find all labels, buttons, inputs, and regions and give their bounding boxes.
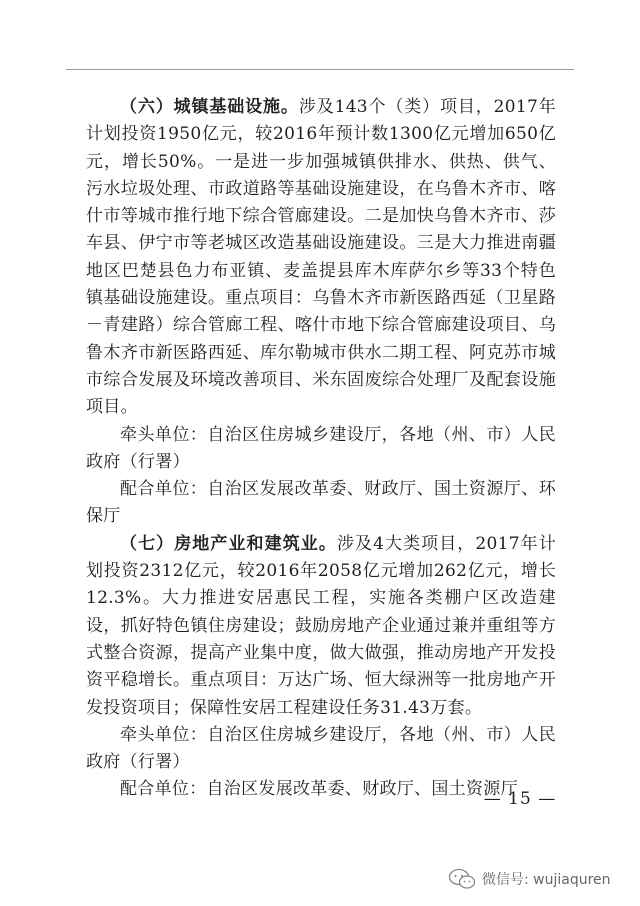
- watermark: [448, 866, 611, 892]
- page-number: — 15 —: [483, 789, 557, 809]
- watermark-text: 微信号: wujiaquren: [482, 872, 611, 888]
- paragraph: [86, 722, 556, 777]
- paragraph: [86, 531, 556, 722]
- paragraph-body: 牵头单位：自治区住房城乡建设厅，各地（州、市）人民政府（行署）: [86, 424, 556, 472]
- section-heading: （六）城镇基础设施。: [120, 97, 299, 117]
- paragraph: [86, 476, 556, 531]
- paragraph-body: 涉及143个（类）项目，2017年计划投资1950亿元，较2016年预计数1300亿元增加650亿元，增长50%。一是进一步加强城镇供排水、供热、供气、污水垃圾处理、市政道路等基础设施建设，在乌鲁木齐市、喀什市等城市推行地下综合管廊建设。二是加快乌鲁木齐市、莎车县、伊宁市等老城区改造基础设施建设。三是大力推进南疆地区巴楚县色力布亚镇、麦盖提县库木库萨尔乡等33个特色镇基础设施建设。重点项目：乌鲁木齐市新医路西延（卫星路－青建路）综合管廊工程、喀什市地下综合管廊建设项目、乌鲁木齐市新医路西延、库尔勒城市供水二期工程、阿克苏市城市综合发展及环境改善项目、米东固废综合处理厂及配套设施项目。: [86, 97, 557, 418]
- paragraph-body: 牵头单位：自治区住房城乡建设厅，各地（州、市）人民政府（行署）: [86, 724, 556, 773]
- section-heading: （七）房地产业和建筑业。: [120, 533, 337, 554]
- paragraph-body: 配合单位：自治区发展改革委、财政厅、国土资源厅、环保厅: [86, 479, 556, 527]
- document-body: [86, 94, 556, 804]
- wechat-icon: [448, 868, 476, 890]
- header-rule: [66, 69, 574, 70]
- paragraph-body: 涉及4大类项目，2017年计划投资2312亿元，较2016年2058亿元增加262亿元，增长12.3%。大力推进安居惠民工程，实施各类棚户区改造建设，抓好特色镇住房建设；鼓励房地产企业通过兼并重组等方式整合资源，提高产业集中度，做大做强，推动房地产开发投资平稳增长。重点项目：万达广场、恒大绿洲等一批房地产开发投资项目；保障性安居工程建设任务31.43万套。: [86, 533, 556, 718]
- paragraph: [86, 94, 556, 422]
- paragraph: [86, 422, 556, 477]
- paragraph-body: 配合单位：自治区发展改革委、财政厅、国土资源厅: [120, 779, 518, 800]
